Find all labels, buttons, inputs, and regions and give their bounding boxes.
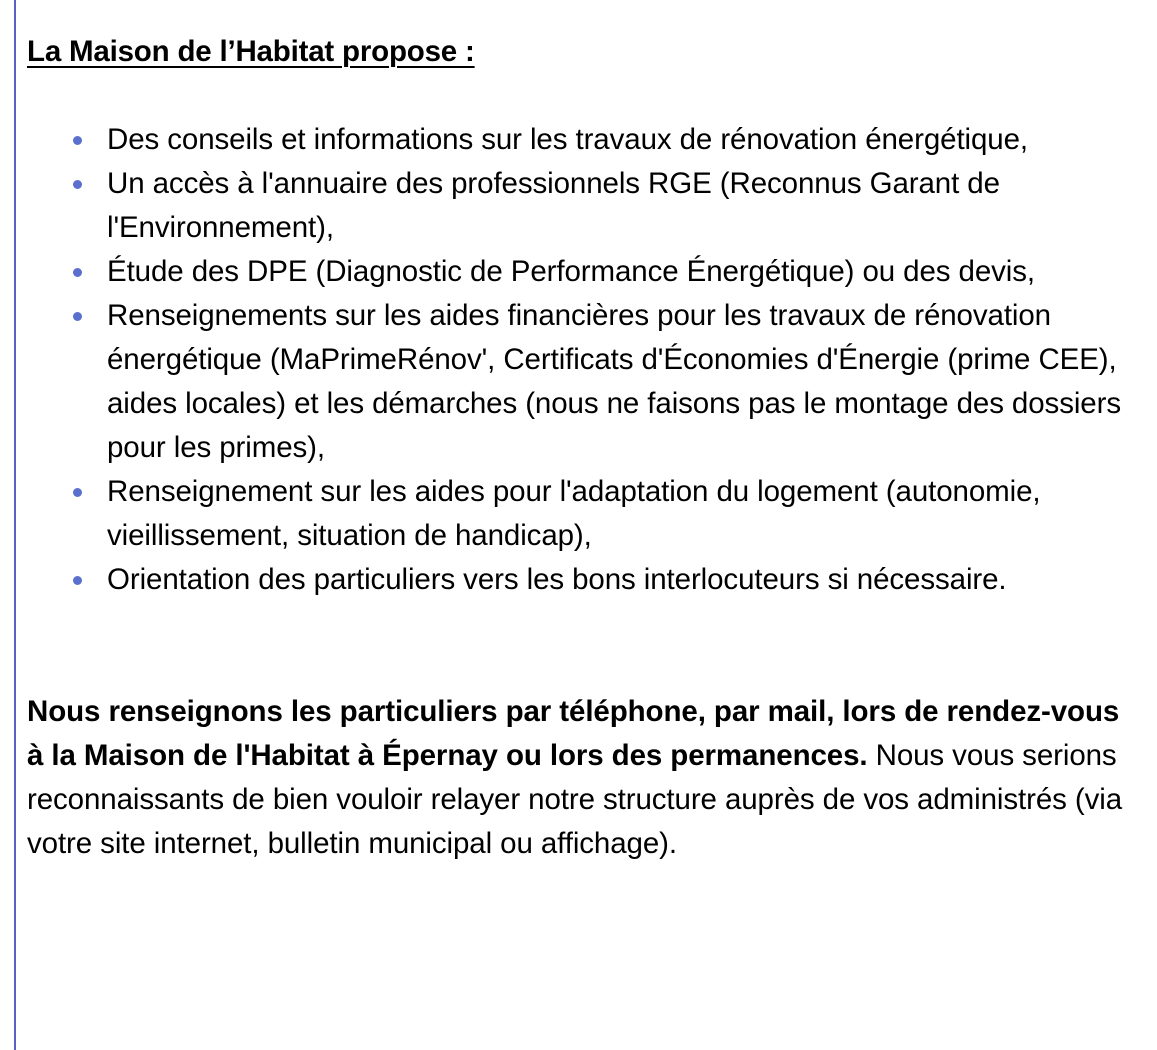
list-item: [27, 162, 1137, 250]
section-heading: La Maison de l’Habitat propose :: [27, 35, 475, 68]
list-item: [27, 294, 1137, 470]
list-item-text: Orientation des particuliers vers les bons interlocuteurs si nécessaire.: [107, 563, 1007, 596]
offer-list: [27, 118, 1137, 602]
closing-bold-text: Nous renseignons les particuliers par téléphone, par mail, lors de rendez-vous à la Maison de l'Habitat à Épernay ou lors des permanences.: [27, 695, 1120, 772]
bullet-icon: [73, 576, 82, 585]
heading-container: [27, 30, 1137, 74]
list-item-text: Étude des DPE (Diagnostic de Performance Énergétique) ou des devis,: [107, 255, 1035, 288]
bullet-icon: [73, 268, 82, 277]
bullet-icon: [73, 312, 82, 321]
list-item-text: Un accès à l'annuaire des professionnels RGE (Reconnus Garant de l'Environnement),: [107, 167, 1000, 244]
list-item: [27, 250, 1137, 294]
list-item: [27, 558, 1137, 602]
list-item: [27, 118, 1137, 162]
list-item-text: Renseignements sur les aides financières pour les travaux de rénovation énergétique (MaPrimeRénov', Certificats d'Économies d'Énergie (prime CEE), aides locales) et les démarches (nous ne faisons pas le montage des dossiers pour les primes),: [107, 299, 1121, 464]
list-item: [27, 470, 1137, 558]
bullet-icon: [73, 180, 82, 189]
bullet-icon: [73, 488, 82, 497]
closing-regular-text: Nous vous serions reconnaissants de bien vouloir relayer notre structure auprès de vos administrés (via votre site internet, bulletin municipal ou affichage).: [27, 739, 1123, 860]
closing-paragraph: [27, 690, 1137, 866]
list-item-text: Des conseils et informations sur les travaux de rénovation énergétique,: [107, 123, 1029, 156]
message-body: [27, 30, 1137, 866]
quote-bar: [14, 0, 16, 1050]
bullet-icon: [73, 136, 82, 145]
list-item-text: Renseignement sur les aides pour l'adaptation du logement (autonomie, vieillissement, situation de handicap),: [107, 475, 1041, 552]
